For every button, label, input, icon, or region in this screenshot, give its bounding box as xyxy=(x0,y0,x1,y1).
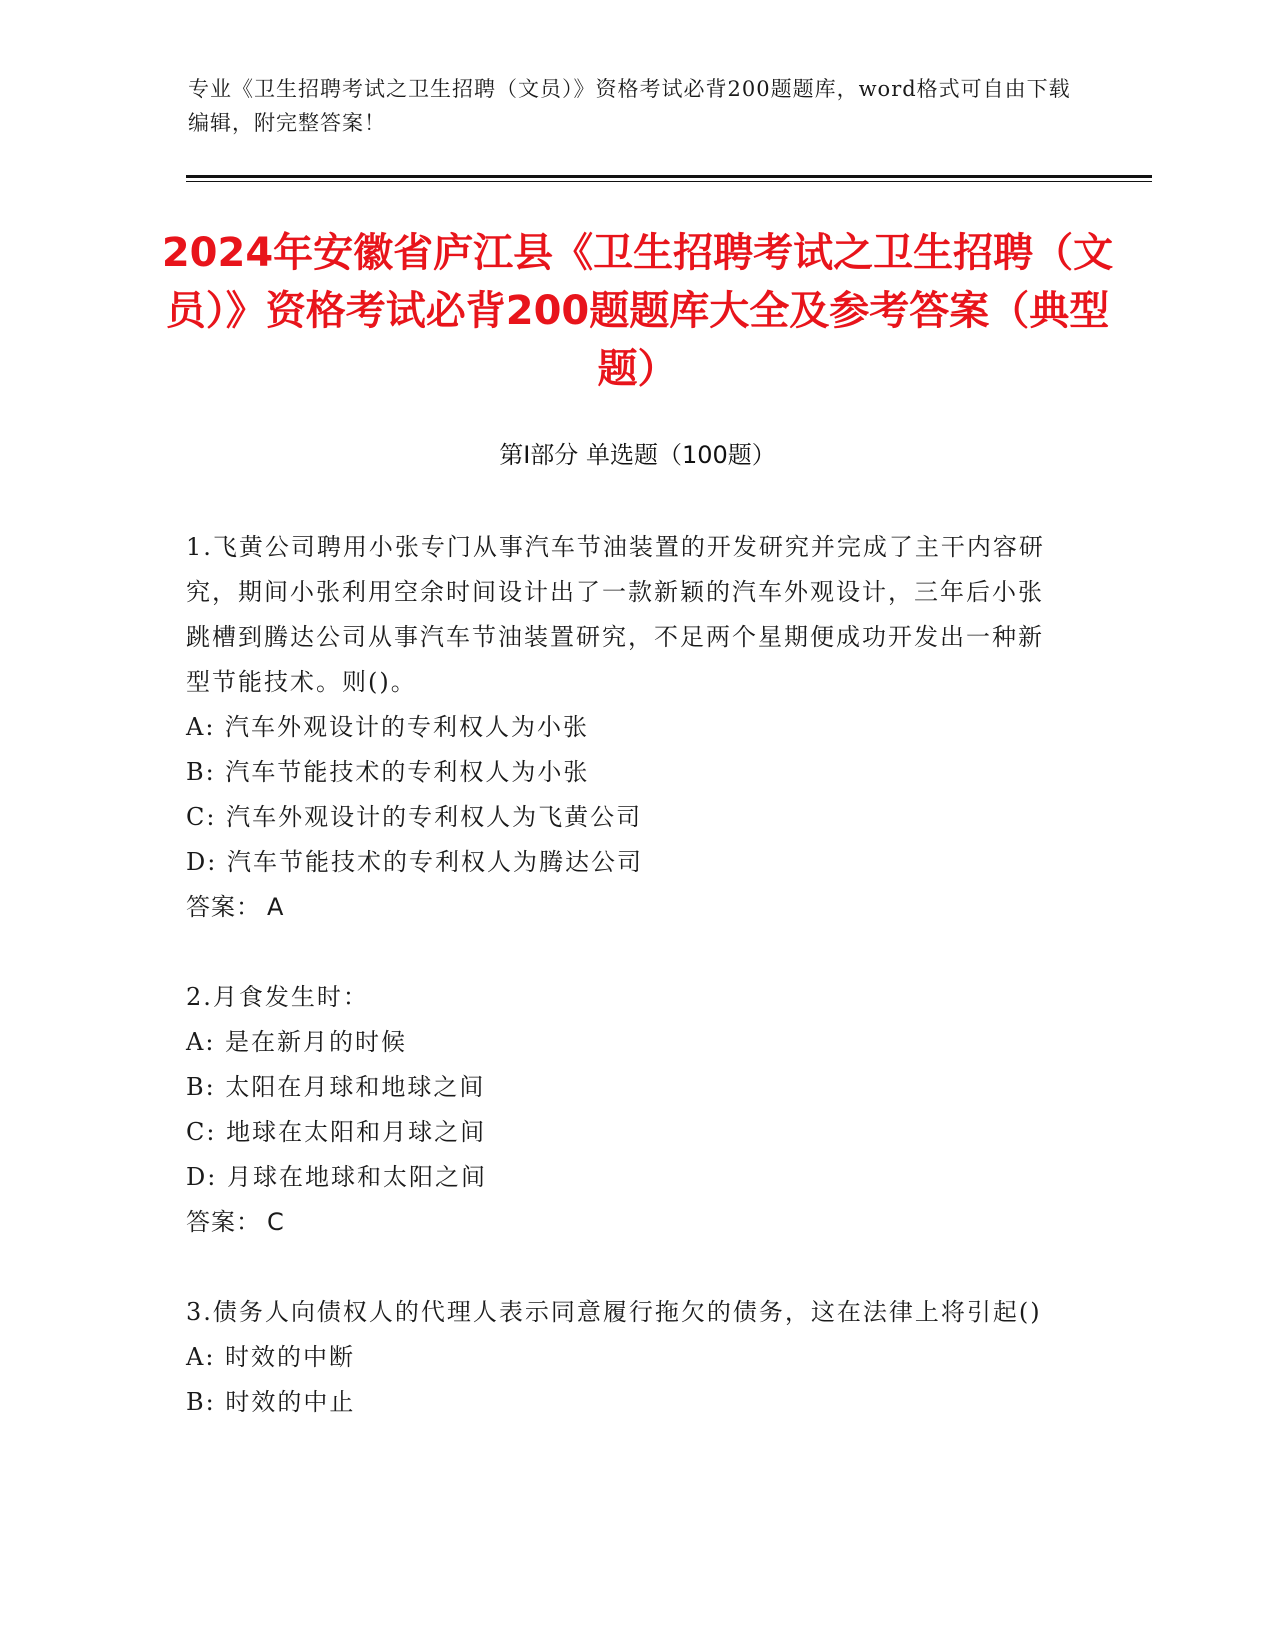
answer-value: C xyxy=(267,1208,285,1236)
section-title: 第Ⅰ部分 单选题（100题） xyxy=(499,441,776,469)
answer-label: 答案： xyxy=(186,1208,261,1236)
question-stem: 3.债务人向债权人的代理人表示同意履行拖欠的债务，这在法律上将引起() xyxy=(186,1298,1042,1326)
option-d: D: 汽车节能技术的专利权人为腾达公司 xyxy=(186,848,643,876)
answer-line xyxy=(186,885,1066,930)
question-list xyxy=(186,525,1066,1470)
question-stem: 2.月食发生时： xyxy=(186,983,369,1011)
answer-label: 答案： xyxy=(186,893,261,921)
option-b: B: 太阳在月球和地球之间 xyxy=(186,1073,486,1101)
document-title: 2024年安徽省庐江县《卫生招聘考试之卫生招聘（文员）》资格考试必背200题题库大全及参考答案（典型题） xyxy=(161,230,1114,392)
option-b: B: 汽车节能技术的专利权人为小张 xyxy=(186,758,590,786)
answer-value: A xyxy=(267,893,285,921)
header-divider-thin xyxy=(186,181,1152,182)
option-b: B: 时效的中止 xyxy=(186,1388,356,1416)
answer-line xyxy=(186,1200,1066,1245)
question-3 xyxy=(186,1290,1066,1425)
question-2 xyxy=(186,975,1066,1245)
question-stem: 1.飞黄公司聘用小张专门从事汽车节油装置的开发研究并完成了主干内容研究，期间小张利用空余时间设计出了一款新颖的汽车外观设计，三年后小张跳槽到腾达公司从事汽车节油装置研究，不足两个星期便成功开发出一种新型节能技术。则()。 xyxy=(186,533,1045,696)
option-a: A: 时效的中断 xyxy=(186,1343,356,1371)
option-c: C: 地球在太阳和月球之间 xyxy=(186,1118,487,1146)
option-c: C: 汽车外观设计的专利权人为飞黄公司 xyxy=(186,803,643,831)
header-divider-thick xyxy=(186,175,1152,178)
option-a: A: 汽车外观设计的专利权人为小张 xyxy=(186,713,590,741)
question-1 xyxy=(186,525,1066,930)
option-a: A: 是在新月的时候 xyxy=(186,1028,408,1056)
header-note: 专业《卫生招聘考试之卫生招聘（文员）》资格考试必背200题题库，word格式可自由下载编辑，附完整答案！ xyxy=(188,77,1071,135)
option-d: D: 月球在地球和太阳之间 xyxy=(186,1163,487,1191)
